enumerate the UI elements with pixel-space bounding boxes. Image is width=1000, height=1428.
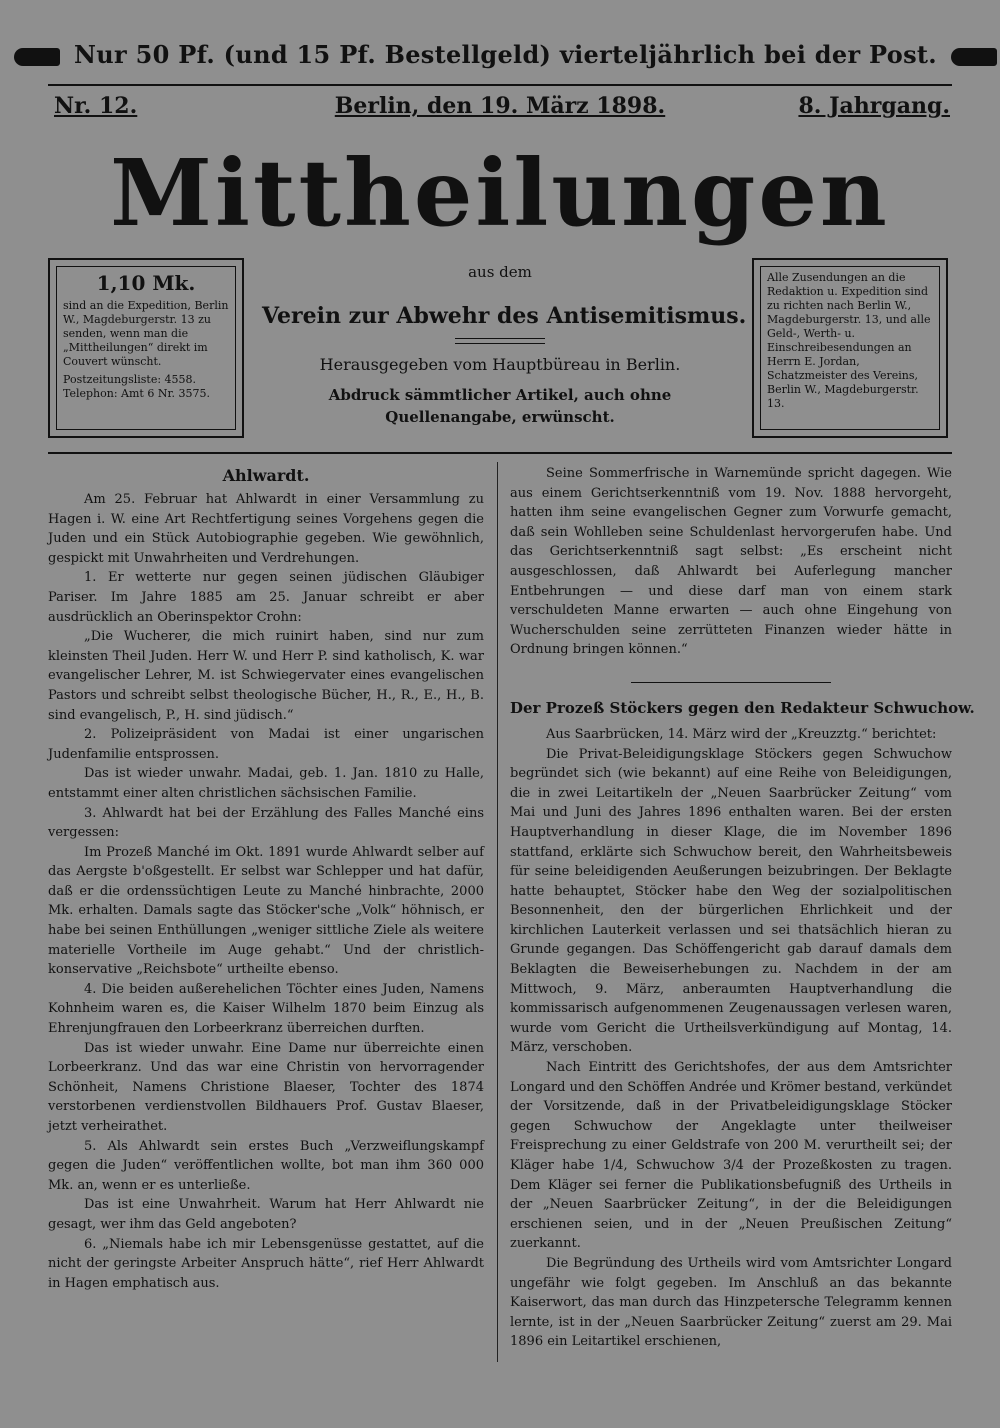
paragraph: Seine Sommerfrische in Warnemünde spricht dagegen. Wie aus einem Gerichtserkenntniß vom 19. Nov. 1888 hervorgeht, hatten ihm seine evangelischen Gegner zum Vorwurfe gemacht, daß sein Wohlleben seine Schuldenlast hervorgerufen habe. Und das Gerichtserkenntniß sagt selbst: „Es erscheint nicht ausgeschlossen, daß Ahlwardt bei Auferlegung mancher Entbehrungen — und diese darf man von einem stark verschuldeten Manne erwarten — auch ohne Eingehung von Wucherschulden seine zerrütteten Finanzen wieder hätte in Ordnung bringen können.“ [510, 466, 952, 658]
address-text: Alle Zusendungen an die Redaktion u. Expedition sind zu richten nach Berlin W., Magdeburgerstr. 13, und alle Geld-, Werth- u. Einschreibesendungen an Herrn E. Jordan, Schatzmeister des Vereins, Berlin W., Magdeburgerstr. 13. [767, 271, 931, 410]
place-date: Berlin, den 19. März 1898. [334, 93, 666, 119]
reprint-note: Abdruck sämmtlicher Artikel, auch ohne Quellenangabe, erwünscht. [328, 386, 672, 426]
article-title: Der Prozeß Stöckers gegen den Redakteur Schwuchow. [510, 698, 975, 717]
left-column [48, 464, 484, 1293]
price: 1,10 Mk. [96, 271, 196, 295]
association-name: Verein zur Abwehr des Antisemitismus. [262, 303, 747, 329]
paragraph: Nach Eintritt des Gerichtshofes, der aus dem Amtsrichter Longard und den Schöffen Andrée und Krömer bestand, verkündet der Vorsitzende, daß in der Privatbeleidigungsklage Stöcker gegen Schwuchow der Angeklagte unter theilweiser Freisprechung zu einer Geldstrafe von 200 M. verurtheilt sei; der Kläger habe 1/4, Schwuchow 3/4 der Prozeßkosten zu tragen. Dem Kläger sei ferner die Publikationsbefugniß des Urtheils in der „Neuen Saarbrücker Zeitung“, in der die Beleidigungen erschienen seien, und in der „Neuen Preußischen Zeitung“ zuerkannt. [510, 1060, 952, 1252]
subscription-line [0, 40, 1000, 69]
issue-number: Nr. 12. [54, 93, 138, 119]
quote-paragraph: „Die Wucherer, die mich ruinirt haben, sind nur zum kleinsten Theil Juden. Herr W. und Herr P. sind katholisch, K. war evangelischer Lehrer, M. ist Schwiegervater eines evangelischen Pastors und schreibt selbst theologische Bücher, H., R., E., H., B. sind evangelisch, P., H. sind jüdisch.“ [48, 629, 484, 723]
pointing-hand-icon [14, 48, 60, 66]
pointing-hand-icon [951, 48, 997, 66]
paragraph: 6. „Niemals habe ich mir Lebensgenüsse gestattet, auf die nicht der geringste Arbeiter Anspruch hätte“, rief Herr Ahlwardt in Hagen emphatisch aus. [48, 1236, 484, 1291]
masthead-subtitle [262, 262, 747, 428]
publisher-line: Herausgegeben vom Hauptbüreau in Berlin. [319, 355, 681, 374]
top-rule [48, 84, 952, 86]
paragraph: Das ist wieder unwahr. Madai, geb. 1. Jan. 1810 zu Halle, entstammt einer alten christlichen sächsischen Familie. [48, 766, 484, 801]
volume: 8. Jahrgang. [798, 93, 950, 119]
paragraph: Das ist eine Unwahrheit. Warum hat Herr Ahlwardt nie gesagt, wer ihm das Geld angeboten? [48, 1197, 484, 1232]
subscription-text: sind an die Expedition, Berlin W., Magdeburgerstr. 13 zu senden, wenn man die „Mittheilungen“ direkt im Couvert wünscht. [63, 299, 229, 368]
address-box [752, 258, 948, 438]
paragraph: 5. Als Ahlwardt sein erstes Buch „Verzweiflungskampf gegen die Juden“ veröffentlichen wollte, bot man ihm 360 000 Mk. an, wenn er es unterließe. [48, 1138, 484, 1193]
masthead-title: Mittheilungen [110, 139, 890, 247]
article-title: Ahlwardt. [222, 466, 310, 485]
telephone: Telephon: Amt 6 Nr. 3575. [63, 387, 211, 400]
from-line: aus dem [468, 263, 532, 281]
right-column [510, 464, 975, 1352]
paragraph: 2. Polizeipräsident von Madai ist einer ungarischen Judenfamilie entsprossen. [48, 727, 484, 762]
article-separator [631, 682, 831, 683]
column-divider [497, 462, 498, 1362]
date-bar [48, 93, 952, 123]
paragraph: Am 25. Februar hat Ahlwardt in einer Versammlung zu Hagen i. W. eine Art Rechtfertigung seines Vorgehens gegen die Juden und ein Stück Autobiographie gegeben. Wie gewöhnlich, gespickt mit Unwahrheiten und Verdrehungen. [48, 492, 484, 566]
paragraph: Im Prozeß Manché im Okt. 1891 wurde Ahlwardt selber auf das Aergste b'oßgestellt. Er selbst war Schlepper und hat dafür, daß er die ordenssüchtigen Leute zu Manché hinbrachte, 2000 Mk. erhalten. Damals sagte das Stöcker'sche „Volk“ höhnisch, er habe bei seinen Enthüllungen „weniger sittliche Ziele als weitere materielle Vortheile im Auge gehabt.“ Und der christlich-konservative „Reichsbote“ urtheilte ebenso. [48, 844, 484, 978]
subscription-box [48, 258, 244, 438]
paragraph: Die Privat-Beleidigungsklage Stöckers gegen Schwuchow begründet sich (wie bekannt) auf eine Reihe von Beleidigungen, die in zwei Leitartikeln der „Neuen Saarbrücker Zeitung“ vom Mai und Juni des Jahres 1896 enthalten waren. Bei der ersten Hauptverhandlung in dieser Klage, die im November 1896 stattfand, erklärte sich Schwuchow bereit, den Wahrheitsbeweis für seine beleidigenden Aeußerungen beizubringen. Der Beklagte hatte behauptet, Stöcker habe den Weg der sozialpolitischen Besonnenheit, den der bürgerlichen Ehrlichkeit und der kirchlichen Lauterkeit verlassen und sei thatsächlich hieran zu Grunde gegangen. Das Schöffengericht gab darauf damals dem Beklagten die Beweiserhebungen zu. Nachdem in der am Mittwoch, 9. März, anberaumten Hauptverhandlung die kommissarisch aufgenommenen Zeugenaussagen verlesen waren, wurde vom Gericht die Urtheilsverkündigung auf Montag, 14. März, verschoben. [510, 746, 952, 1056]
paragraph: Aus Saarbrücken, 14. März wird der „Kreuzztg.“ berichtet: [546, 726, 937, 742]
paragraph: Die Begründung des Urtheils wird vom Amtsrichter Longard ungefähr wie folgt gegeben. Im Anschluß an das bekannte Kaiserwort, das man durch das Hinzpetersche Telegramm kennen lernte, ist in der „Neuen Saarbrücker Zeitung“ zuerst am 29. Mai 1896 ein Leitartikel erschienen, [510, 1255, 952, 1350]
subscription-text: Nur 50 Pf. (und 15 Pf. Bestellgeld) vierteljährlich bei der Post. [74, 40, 937, 69]
ornament-divider [455, 338, 545, 344]
paragraph: 3. Ahlwardt hat bei der Erzählung des Falles Manché eins vergessen: [48, 805, 484, 841]
paragraph: Das ist wieder unwahr. Eine Dame nur überreichte einen Lorbeerkranz. Und das war eine Christin von hervorragender Schönheit, Namens Christione Blaeser, Tochter des 1874 verstorbenen verdienstvollen Bildhauers Prof. Gustav Blaeser, jetzt verheirathet. [48, 1040, 484, 1134]
header-bottom-rule [48, 452, 952, 454]
paragraph: 4. Die beiden außerehelichen Töchter eines Juden, Namens Kohnheim waren es, die Kaiser Wilhelm 1870 beim Einzug als Ehrenjungfrauen den Lorbeerkranz überreichen durften. [48, 981, 484, 1037]
paragraph: 1. Er wetterte nur gegen seinen jüdischen Gläubiger Pariser. Im Jahre 1885 am 25. Januar schreibt er aber ausdrücklich an Oberinspektor Crohn: [48, 570, 484, 625]
postal-list: Postzeitungsliste: 4558. [63, 373, 197, 386]
